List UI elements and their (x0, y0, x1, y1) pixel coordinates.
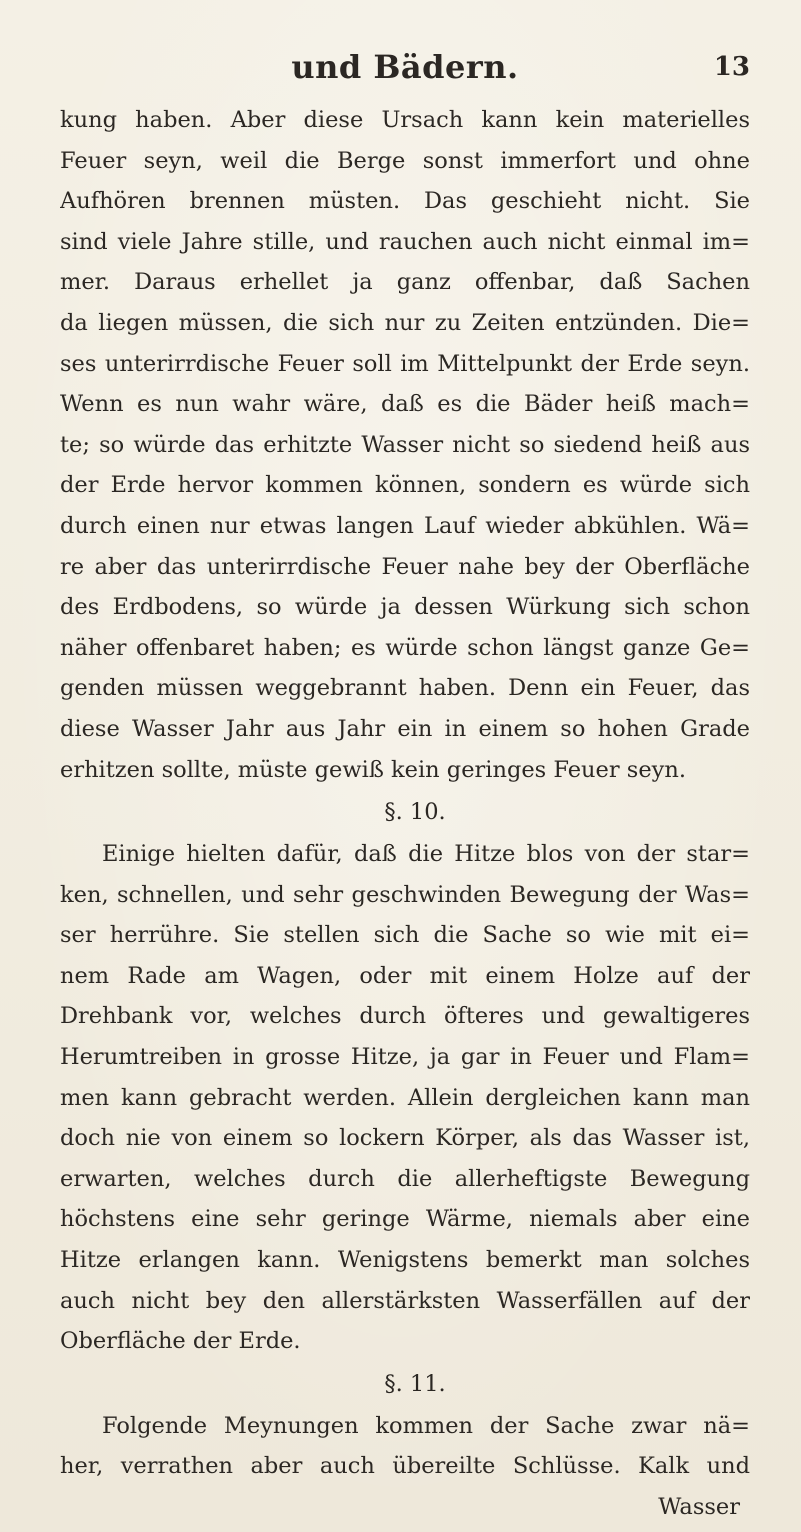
text-line: erhitzen sollte, müste gewiß kein geringes Feuer seyn. (60, 756, 686, 783)
page-header (60, 48, 750, 88)
text-line: te; so würde das erhitzte Wasser nicht so siedend heiß aus (60, 431, 750, 458)
paragraph-2 (60, 834, 750, 1362)
text-line: Oberfläche der Erde. (60, 1328, 301, 1355)
paragraph-1 (60, 100, 750, 790)
text-line: re aber das unterirrdische Feuer nahe bey der Oberfläche (60, 553, 750, 580)
paragraph-3 (60, 1406, 750, 1487)
text-line: Einige hielten dafür, daß die Hitze blos von der star= (102, 841, 750, 868)
text-line: Hitze erlangen kann. Wenigstens bemerkt man solches (60, 1247, 750, 1274)
text-line: Drehbank vor, welches durch öfteres und gewaltigeres (60, 1003, 750, 1030)
text-line: da liegen müssen, die sich nur zu Zeiten entzünden. Die= (60, 309, 750, 336)
text-line: her, verrathen aber auch übereilte Schlüsse. Kalk und (60, 1453, 750, 1480)
text-line: ken, schnellen, und sehr geschwinden Bewegung der Was= (60, 881, 750, 908)
text-line: Herumtreiben in grosse Hitze, ja gar in Feuer und Flam= (60, 1044, 750, 1071)
text-line: sind viele Jahre stille, und rauchen auch nicht einmal im= (60, 228, 750, 255)
text-line: Folgende Meynungen kommen der Sache zwar nä= (102, 1412, 750, 1439)
text-line: erwarten, welches durch die allerheftigste Bewegung (60, 1165, 750, 1192)
text-line: nem Rade am Wagen, oder mit einem Holze auf der (60, 962, 750, 989)
body-text (60, 100, 750, 1527)
running-head: und Bädern. (291, 48, 519, 86)
text-line: durch einen nur etwas langen Lauf wieder abkühlen. Wä= (60, 512, 750, 539)
section-heading-11: §. 11. (384, 1370, 446, 1397)
text-line: diese Wasser Jahr aus Jahr ein in einem so hohen Grade (60, 715, 750, 742)
text-line: mer. Daraus erhellet ja ganz offenbar, daß Sachen (60, 269, 750, 296)
text-line: doch nie von einem so lockern Körper, als das Wasser ist, (60, 1125, 750, 1152)
text-line: ser herrühre. Sie stellen sich die Sache so wie mit ei= (60, 922, 750, 949)
text-line: der Erde hervor kommen können, sondern es würde sich (60, 472, 750, 499)
text-line: ses unterirrdische Feuer soll im Mittelpunkt der Erde seyn. (60, 350, 750, 377)
text-line: näher offenbaret haben; es würde schon längst ganze Ge= (60, 634, 750, 661)
section-heading-10: §. 10. (384, 799, 446, 826)
text-line: Wenn es nun wahr wäre, daß es die Bäder heiß mach= (60, 391, 750, 418)
page-number: 13 (713, 52, 750, 82)
text-line: Aufhören brennen müsten. Das geschieht nicht. Sie (60, 188, 750, 215)
text-line: Feuer seyn, weil die Berge sonst immerfort und ohne (60, 147, 750, 174)
text-line: auch nicht bey den allerstärksten Wasserfällen auf der (60, 1287, 750, 1314)
text-line: des Erdbodens, so würde ja dessen Würkung sich schon (60, 594, 750, 621)
text-line: kung haben. Aber diese Ursach kann kein materielles (60, 107, 750, 133)
text-line: genden müssen weggebrannt haben. Denn ein Feuer, das (60, 675, 750, 702)
text-line: men kann gebracht werden. Allein dergleichen kann man (60, 1084, 750, 1111)
catchword: Wasser (658, 1494, 740, 1520)
text-line: höchstens eine sehr geringe Wärme, niemals aber eine (60, 1206, 750, 1233)
